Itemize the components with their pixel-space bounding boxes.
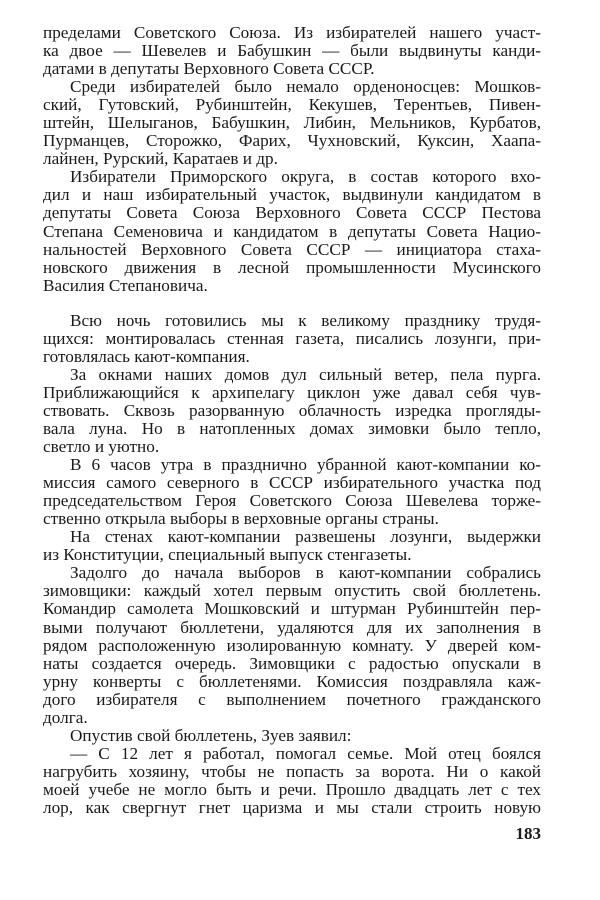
text-line: Задолго до начала выборов в кают-компании собрались	[70, 563, 541, 583]
page-body	[43, 24, 541, 817]
text-line: Пурманцев, Сторожко, Фарих, Чухновский, Куксин, Хаапа-	[43, 131, 541, 151]
page-number: 183	[515, 824, 541, 843]
text-line: депутаты Совета Союза Верховного Совета СССР Пестова	[43, 203, 541, 223]
paragraph	[43, 456, 541, 528]
text-line: Избиратели Приморского округа, в состав которого вхо-	[70, 167, 541, 187]
text-line: Василия Степановича.	[43, 275, 208, 295]
text-line: щихся: монтировалась стенная газета, писались лозунги, при-	[43, 328, 541, 348]
section-break	[43, 295, 541, 312]
text-line: нальностей Верховного Совета СССР — инициатора стаха-	[43, 239, 541, 259]
text-line: Приближающийся к архипелагу циклон уже давал себя чув-	[43, 382, 541, 402]
paragraph	[43, 24, 541, 78]
text-line: Среди избирателей было немало орденоносцев: Мошков-	[70, 77, 541, 97]
text-line: светло и уютно.	[43, 437, 160, 457]
text-line: ствовать. Сквозь разорванную облачность изредка прогляды-	[43, 400, 541, 420]
text-line: миссия самого северного в СССР избирательного участка под	[43, 473, 541, 493]
text-line: наты создается очередь. Зимовщики с радостью опускали в	[43, 653, 541, 673]
text-line: ский, Гутовский, Рубинштейн, Кекушев, Терентьев, Пивен-	[43, 95, 541, 115]
text-line: моей учебе не могло быть и речи. Прошло двадцать лет с тех	[43, 779, 541, 799]
text-line: дого избирателя с выполнением почетного гражданского	[43, 689, 541, 709]
text-line: ка двое — Шевелев и Бабушкин — были выдвинуты канди-	[43, 41, 541, 61]
text-line: дил и наш избирательный участок, выдвинули кандидатом в	[43, 185, 541, 205]
text-line: За окнами наших домов дул сильный ветер, пела пурга.	[70, 364, 541, 384]
text-line: вала луна. Но в натопленных домах зимовки было тепло,	[43, 418, 541, 438]
text-line: В 6 часов утра в празднично убранной кают-компании ко-	[70, 455, 541, 475]
text-line: штейн, Шелыганов, Бабушкин, Либин, Мельников, Курбатов,	[43, 113, 541, 133]
text-line: новского движения в лесной промышленности Мусинского	[43, 257, 541, 277]
text-line: готовлялась кают-компания.	[43, 346, 250, 366]
text-line: Степана Семеновича и кандидатом в депутаты Совета Нацио-	[43, 221, 541, 241]
paragraph	[43, 745, 541, 817]
text-line: — С 12 лет я работал, помогал семье. Мой отец боялся	[70, 743, 541, 763]
text-line: из Конституции, специальный выпуск стенгазеты.	[43, 545, 412, 565]
paragraph	[43, 366, 541, 456]
text-line: долга.	[43, 707, 88, 727]
paragraph	[43, 564, 541, 726]
paragraph	[43, 528, 541, 564]
text-line: лор, как свергнут гнет царизма и мы стали строить новую	[43, 797, 541, 817]
text-line: выми получают бюллетени, удаляются для их заполнения в	[43, 617, 541, 637]
paragraph	[43, 168, 541, 294]
paragraph	[43, 78, 541, 168]
paragraph	[43, 312, 541, 366]
text-line: нагрубить хозяину, чтобы не попасть за ворота. Ни о какой	[43, 761, 541, 781]
text-line: ственно открыла выборы в верховные органы страны.	[43, 509, 439, 529]
text-line: Опустив свой бюллетень, Зуев заявил:	[70, 725, 352, 745]
text-line: пределами Советского Союза. Из избирателей нашего участ-	[43, 23, 541, 42]
text-line: рядом расположенную изолированную комнату. У дверей ком-	[43, 635, 541, 655]
text-line: лайнен, Рурский, Каратаев и др.	[43, 149, 278, 169]
paragraph	[43, 727, 541, 745]
text-line: Командир самолета Мошковский и штурман Рубинштейн пер-	[43, 599, 541, 619]
text-line: урну конверты с бюллетенями. Комиссия поздравляла каж-	[43, 671, 541, 691]
text-line: Всю ночь готовились мы к великому празднику трудя-	[70, 310, 541, 330]
text-line: зимовщики: каждый хотел первым опустить свой бюллетень.	[43, 581, 541, 601]
text-line: датами в депутаты Верховного Совета СССР.	[43, 59, 375, 79]
text-line: На стенах кают-компании развешены лозунги, выдержки	[70, 527, 541, 547]
text-line: председательством Героя Советского Союза Шевелева торже-	[43, 491, 541, 511]
